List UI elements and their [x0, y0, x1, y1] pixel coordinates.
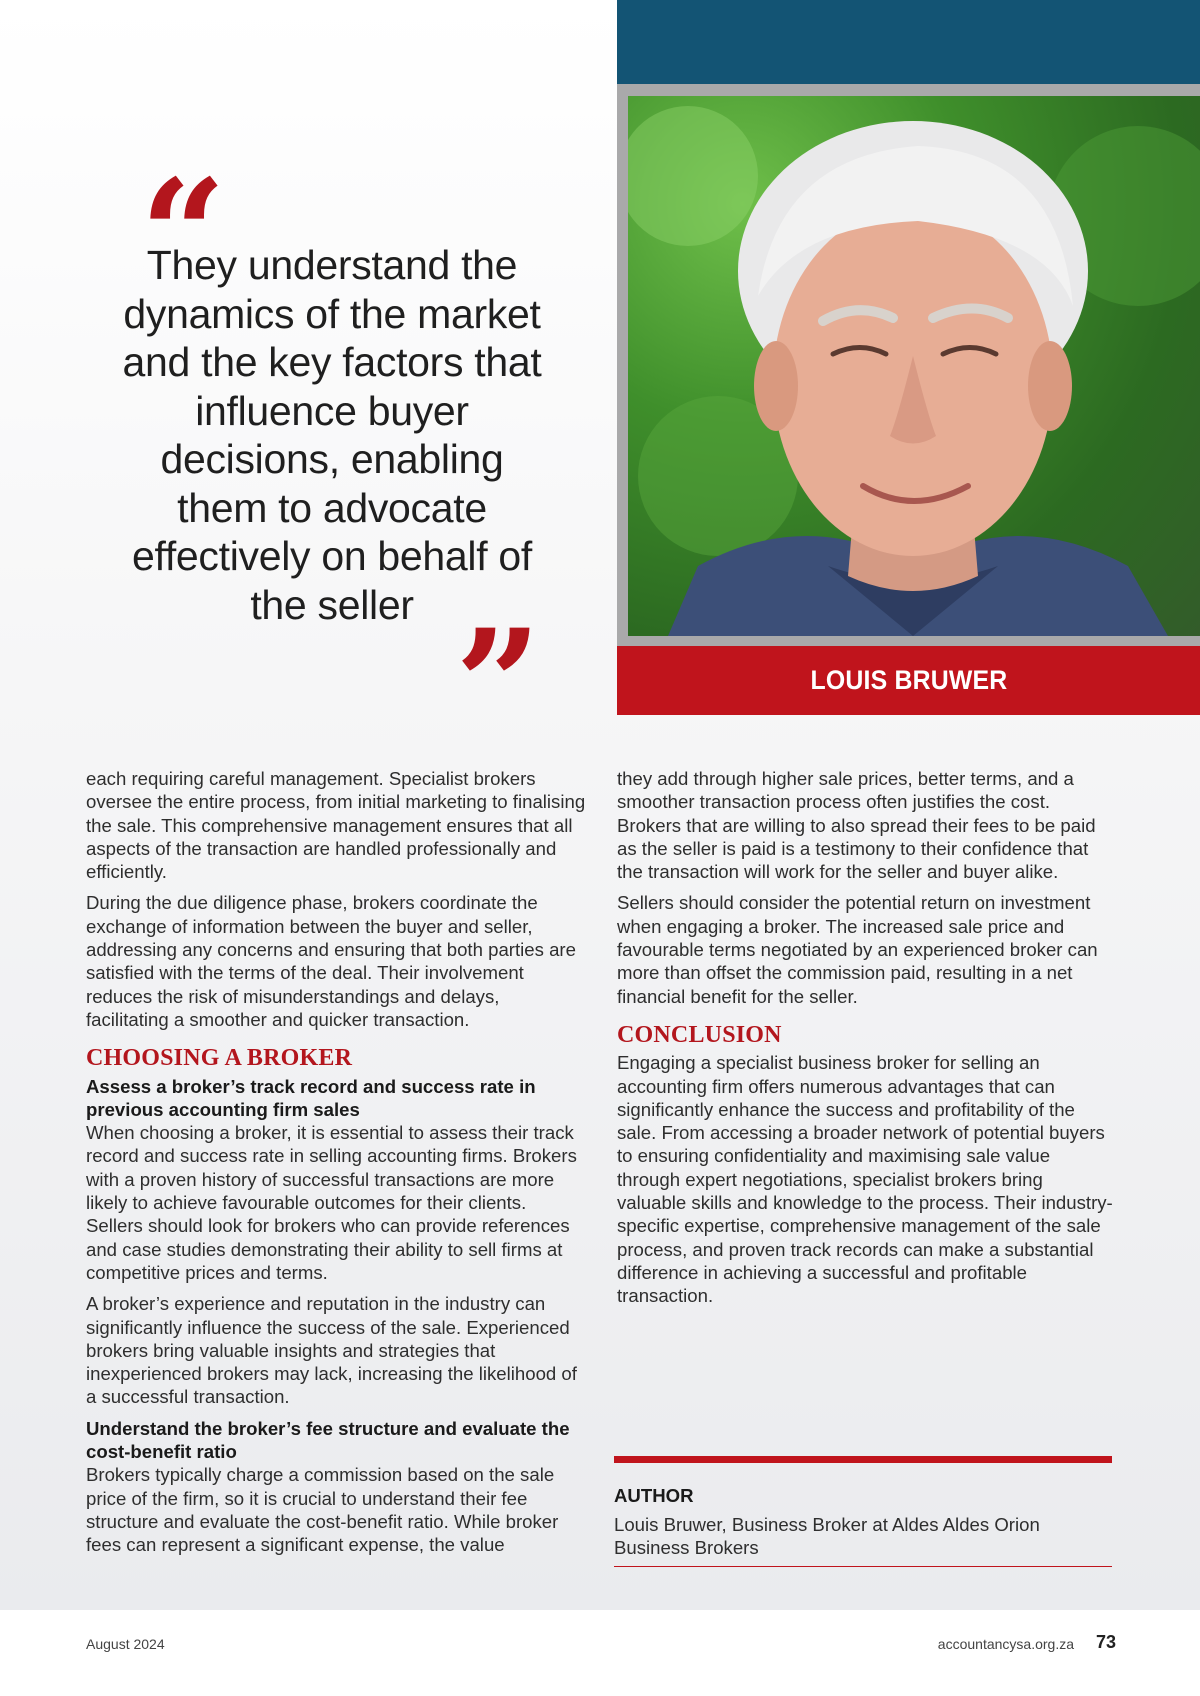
author-accent-bar [614, 1456, 1112, 1463]
pull-quote-text: They understand the dynamics of the market and the key factors that influence buyer decisions, enabling them to advocate effectively on behalf of the seller [122, 242, 542, 628]
body-paragraph: they add through higher sale prices, better terms, and a smoother transaction process often justifies the cost. Brokers that are willing to also spread their fees to be paid as the seller is paid is a testimony to their confidence that the transaction will work for the seller and buyer alike. [617, 768, 1096, 883]
body-paragraph: Sellers should consider the potential return on investment when engaging a broker. The increased sale price and favourable terms negotiated by an experienced broker can more than offset the commission paid, resulting in a net financial benefit for the seller. [617, 892, 1098, 1007]
body-paragraph: each requiring careful management. Specialist brokers oversee the entire process, from initial marketing to finalising the sale. This comprehensive management ensures that all aspects of the transaction are handled professionally and efficiently. [86, 768, 586, 883]
open-quote-mark: “ [140, 147, 227, 323]
author-label: AUTHOR [614, 1485, 694, 1506]
subheading-fee-structure: Understand the broker’s fee structure and evaluate the cost-benefit ratio [86, 1417, 570, 1463]
author-bio: Louis Bruwer, Business Broker at Aldes Aldes Orion Business Brokers [614, 1514, 1040, 1559]
author-box [614, 1456, 1112, 1567]
body-paragraph: Brokers typically charge a commission based on the sale price of the firm, so it is crucial to understand their fee structure and evaluate the cost-benefit ratio. While broker fees can represent a significant expense, the value [86, 1464, 559, 1556]
body-paragraph: When choosing a broker, it is essential to assess their track record and success rate in selling accounting firms. Brokers with a proven history of successful transactions are more likely to achieve favourable outcomes for their clients. Sellers should look for brokers who can provide references and case studies demonstrating their ability to sell firms at competitive prices and terms. [86, 1122, 577, 1283]
footer-site-link[interactable]: accountancysa.org.za [937, 1636, 1074, 1652]
page-number: 73 [1095, 1632, 1116, 1652]
section-heading-choosing-broker: CHOOSING A BROKER [86, 1045, 353, 1072]
left-column [86, 767, 586, 1565]
portrait-name-band [617, 646, 1200, 715]
header-blue-band [617, 0, 1200, 84]
subheading-track-record: Assess a broker’s track record and success rate in previous accounting firm sales [86, 1075, 536, 1120]
footer-date: August 2024 [86, 1636, 165, 1652]
portrait-photo [628, 96, 1200, 636]
right-column [617, 767, 1117, 1316]
portrait-name: LOUIS BRUWER [810, 665, 1007, 695]
author-divider [614, 1566, 1112, 1567]
body-paragraph: A broker’s experience and reputation in the industry can significantly influence the success of the sale. Experienced brokers bring valuable insights and strategies that inexperienced brokers may lack, increasing the likelihood of a successful transaction. [86, 1293, 577, 1408]
portrait-illustration [628, 96, 1200, 636]
footer [0, 1610, 1200, 1696]
body-paragraph: Engaging a specialist business broker for selling an accounting firm offers numerous advantages that can significantly enhance the success and profitability of the sale. From accessing a broader network of potential buyers to ensuring confidentiality and maximising sale value through expert negotiations, specialist brokers bring valuable skills and knowledge to the process. Their industry-specific expertise, comprehensive management of the sale process, and proven track records can make a substantial difference in achieving a successful and profitable transaction. [617, 1052, 1113, 1307]
body-paragraph: During the due diligence phase, brokers coordinate the exchange of information between the buyer and seller, addressing any concerns and ensuring that both parties are satisfied with the terms of the deal. Their involvement reduces the risk of misunderstandings and delays, facilitating a smoother and quicker transaction. [86, 892, 576, 1030]
close-quote-mark: ” [455, 597, 542, 773]
section-heading-conclusion: CONCLUSION [617, 1021, 782, 1048]
portrait-frame [617, 84, 1200, 646]
